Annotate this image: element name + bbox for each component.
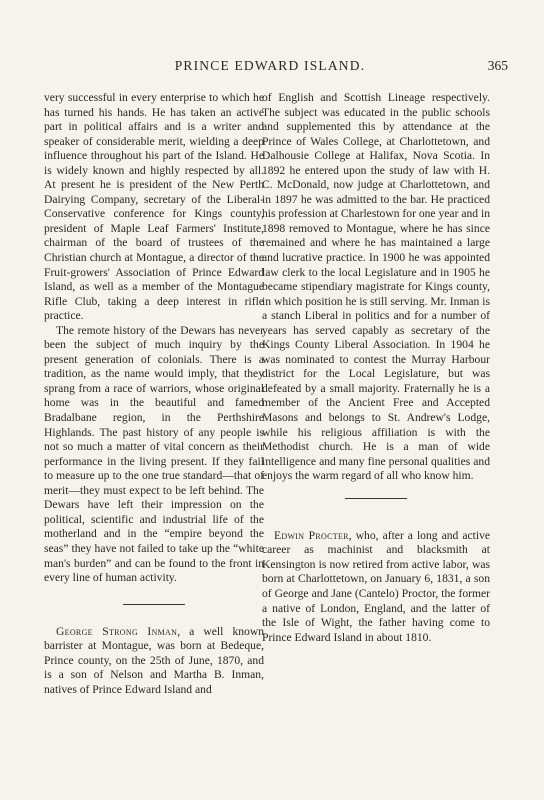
subject-name-inman: George Strong Inman xyxy=(56,624,178,638)
paragraph-inman-intro xyxy=(44,625,264,698)
paragraph-procter-text: , who, after a long and active career as machinist and blacksmith at Kensington is now retired from active labor, was born at Charlottetown, on January 6, 1831, a son of George and Jane (Cantelo) Proctor, the former a native of London, England, and the latter of the Isle of Wight, the father having come to Prince Edward Island in about 1810. xyxy=(262,528,491,644)
page-number: 365 xyxy=(487,58,508,73)
subject-name-procter: Edwin Procter xyxy=(274,528,349,542)
paragraph-inman-continued: of English and Scottish Lineage respectively. The subject was educated in the public schools and supplemented this by attendance at the Prince of Wales College, at Charlottetown, and Dalhousie College at Halifax, Nova Scotia. In 1892 he entered upon the study of law with H. C. McDonald, now judge at Charlottetown, and in 1897 he was admitted to the bar. He practiced his profession at Charlestown for one year and in 1898 removed to Montague, where he has since remained and where he has maintained a large and lucrative practice. In 1900 he was appointed law clerk to the local Legislature and in 1905 he became stipendiary magistrate for Kings county, in which position he is still serving. Mr. Inman is a stanch Liberal in politics and for a number of years has served capably as secretary of the Kings County Liberal Association. In 1904 he was nominated to contest the Murray Harbour district for the Local Legislature, but was defeated by a small majority. Fraternally he is a member of the Ancient Free and Accepted Masons and belongs to St. Andrew's Lodge, while his religious affiliation is with the Methodist church. He is a man of wide intelligence and many fine personal qualities and enjoys the warm regard of all who know him. xyxy=(262,91,490,483)
paragraph-procter-intro xyxy=(262,529,490,645)
section-divider xyxy=(123,604,185,605)
left-column xyxy=(44,91,264,697)
right-column xyxy=(262,91,490,645)
paragraph-inman-text: , a well known barrister at Montague, was born at Bedeque, Prince county, on the 25th of June, 1870, and is a son of Nelson and Martha B. Inman, natives of Prince Edward Island and xyxy=(44,624,264,696)
paragraph-dewar-history: The remote history of the Dewars has never been the subject of much inquiry by the present generation of colonials. There is a tradition, as the name would imply, that they sprang from a race of warriors, whose original home was in the beautiful and famed Bradalbane region, in the Perthshire Highlands. The past history of any people is not so much a matter of vital concern as their performance in the living present. If they fail to measure up to the one true standard—that of merit—they must expect to be left behind. The Dewars have left their impression on the political, scientific and industrial life of the motherland and in the “empire beyond the seas” they have not failed to take up the “white man's burden” and can be found to the front in every line of human activity. xyxy=(44,323,264,585)
running-title: PRINCE EDWARD ISLAND. xyxy=(174,58,366,73)
section-divider xyxy=(345,498,407,499)
paragraph-dewar-continued: very successful in every enterprise to which he has turned his hands. He has taken an active part in political affairs and is a writer and speaker of considerable merit, wielding a deep influence throughout his part of the Island. He is widely known and highly respected by all. At present he is president of the New Perth Dairying Company, secretary of the Liberal-Conservative conference for Kings county, president of Maple Leaf Farmers' Institute, chairman of the board of trustees of the Christian church at Montague, a director of the Fruit-growers' Association of Prince Edward Island, as well as a member of the Montague Rifle Club, taking a deep interest in rifle practice. xyxy=(44,91,264,323)
